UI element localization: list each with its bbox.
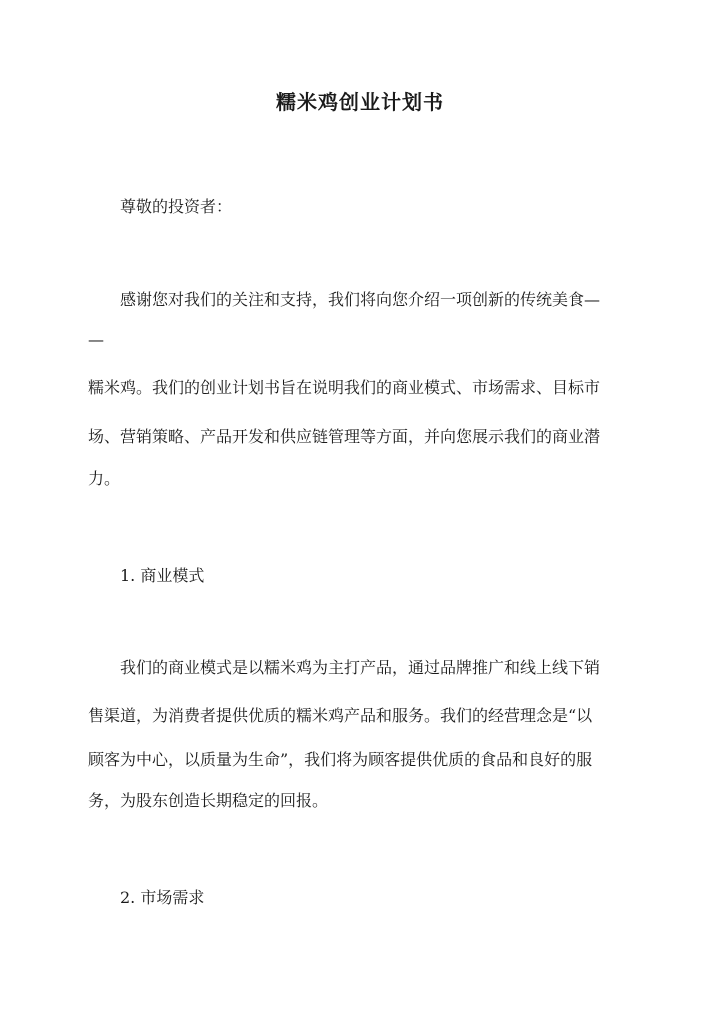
intro-line-1: 感谢您对我们的关注和支持，我们将向您介绍一项创新的传统美食— <box>120 290 601 309</box>
intro-line-3: 糯米鸡。我们的创业计划书旨在说明我们的商业模式、市场需求、目标市 <box>88 378 601 397</box>
intro-line-5: 力。 <box>88 469 121 488</box>
section2-heading: 2. 市场需求 <box>120 888 205 907</box>
document-title: 糯米鸡创业计划书 <box>276 90 444 114</box>
intro-line-2: — <box>88 330 104 349</box>
section1-line-2: 售渠道，为消费者提供优质的糯米鸡产品和服务。我们的经营理念是“以 <box>88 706 593 725</box>
section1-line-1: 我们的商业模式是以糯米鸡为主打产品，通过品牌推广和线上线下销 <box>120 658 601 677</box>
section1-line-3: 顾客为中心，以质量为生命”，我们将为顾客提供优质的食品和良好的服 <box>88 750 593 769</box>
greeting-line: 尊敬的投资者： <box>120 197 233 216</box>
section1-heading: 1. 商业模式 <box>120 566 205 585</box>
intro-line-4: 场、营销策略、产品开发和供应链管理等方面，并向您展示我们的商业潜 <box>88 427 601 446</box>
section1-line-4: 务，为股东创造长期稳定的回报。 <box>88 791 329 810</box>
